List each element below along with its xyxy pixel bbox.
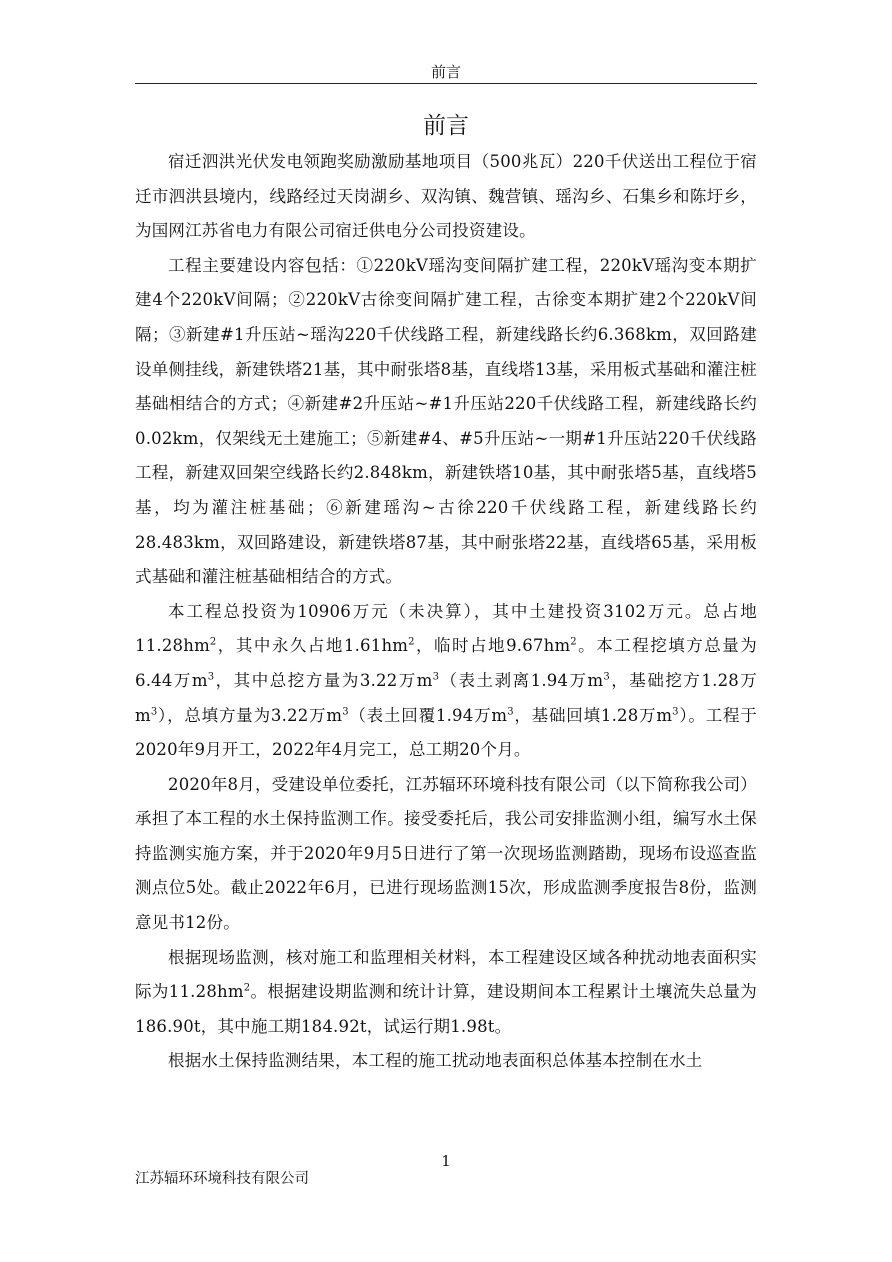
paragraph-project-overview: 宿迁泗洪光伏发电领跑奖励激励基地项目（500兆瓦）220千伏送出工程位于宿迁市泗洪县境内，线路经过天岗湖乡、双沟镇、魏营镇、瑶沟乡、石集乡和陈圩乡，为国网江苏省电力有限公司宿迁供电分公司投资建设。 bbox=[135, 152, 757, 241]
page-title: 前言 bbox=[423, 113, 469, 139]
paragraph-construction-content: 工程主要建设内容包括：①220kV瑶沟变间隔扩建工程，220kV瑶沟变本期扩建4个220kV间隔；②220kV古徐变间隔扩建工程，古徐变本期扩建2个220kV间隔；③新建#1升压站~瑶沟220千伏线路工程，新建线路长约6.368km，双回路建设单侧挂线，新建铁塔21基，其中耐张塔8基，直线塔13基，采用板式基础和灌注桩基础相结合的方式；④新建#2升压站~#1升压站220千伏线路工程，新建线路长约0.02km，仅架线无土建施工；⑤新建#4、#5升压站~一期#1升压站220千伏线路工程，新建双回架空线路长约2.848km，新建铁塔10基，其中耐张塔5基，直线塔5基，均为灌注桩基础；⑥新建瑶沟~古徐220千伏线路工程，新建线路长约28.483km，双回路建设，新建铁塔87基，其中耐张塔22基，直线塔65基，采用板式基础和灌注桩基础相结合的方式。 bbox=[135, 255, 757, 587]
footer-company-name: 江苏辐环环境科技有限公司 bbox=[135, 1171, 309, 1187]
paragraph-monitoring-results: 根据现场监测，核对施工和监理相关材料，本工程建设区域各种扰动地表面积实际为$11.28hm^2$。根据建设期监测和统计计算，建设期间本工程累计土壤流失总量为186.90t，其中施工期184.92t，试运行期1.98t。 bbox=[135, 947, 758, 1036]
paragraph-conclusion: 根据水土保持监测结果，本工程的施工扰动地表面积总体基本控制在水土 bbox=[168, 1051, 703, 1071]
body-text bbox=[135, 145, 757, 1079]
header-rule bbox=[135, 83, 757, 84]
paragraph-investment-earthwork: 本工程总投资为10906万元（未决算），其中土建投资3102万元。总占地$11.28hm^2$，其中永久占地$1.61hm^2$，临时占地$9.67hm^2$。本工程挖填方总量为6.44万$m^3$，其中总挖方量为3.22万$m^3$（表土剥离1.94万$m^3$，基础挖方1.28万$m^3$），总填方量为3.22万$m^3$（表土回覆1.94万$m^3$，基础回填1.28万$m^3$）。工程于2020年9月开工，2022年4月完工，总工期20个月。 bbox=[135, 601, 758, 760]
paragraph-monitoring-work: 2020年8月，受建设单位委托，江苏辐环环境科技有限公司（以下简称我公司）承担了本工程的水土保持监测工作。接受委托后，我公司安排监测小组，编写水土保持监测实施方案，并于2020年9月5日进行了第一次现场监测踏勘，现场布设巡查监测点位5处。截止2022年6月，已进行现场监测15次，形成监测季度报告8份，监测意见书12份。 bbox=[135, 774, 757, 933]
running-header: 前言 bbox=[430, 63, 461, 81]
page-number: 1 bbox=[441, 1152, 451, 1170]
